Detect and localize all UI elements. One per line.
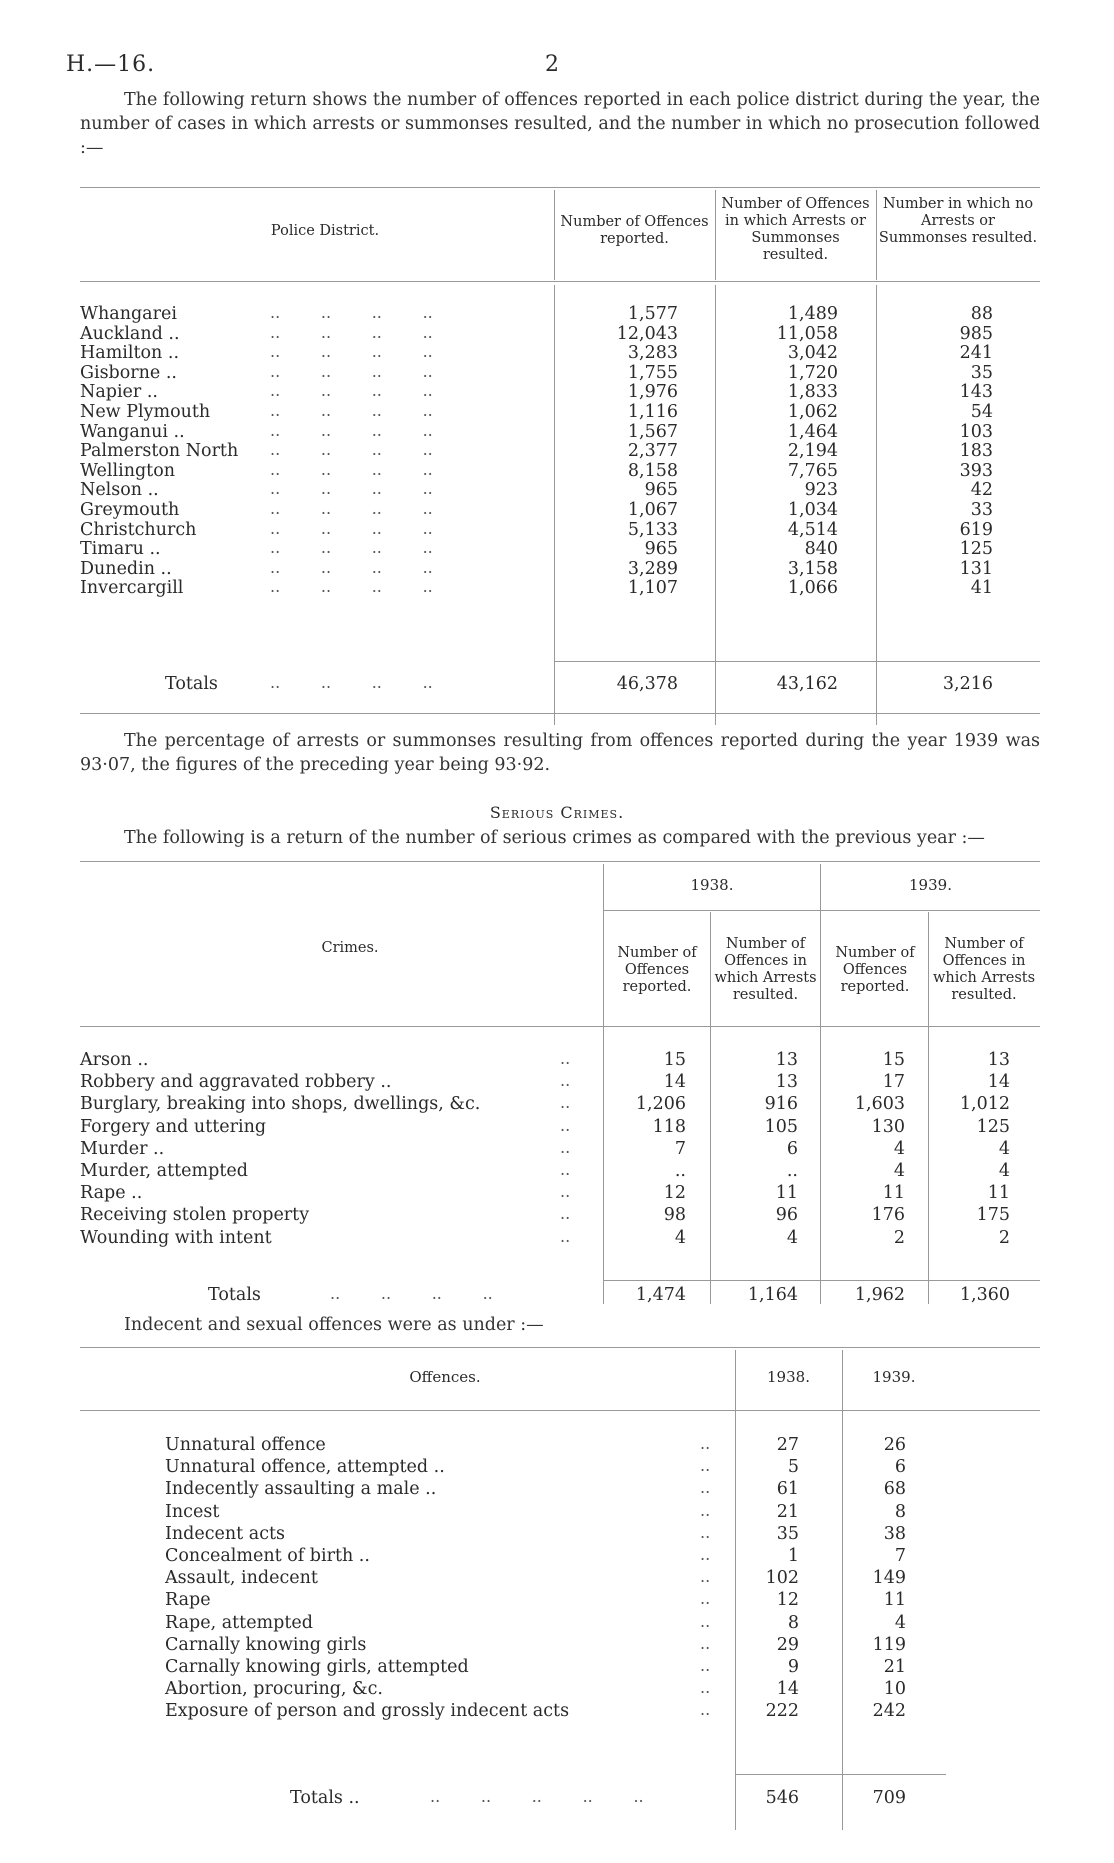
arrests-1939: 4 — [998, 1161, 1010, 1181]
offences-reported: 1,067 — [627, 500, 678, 520]
crime-name: Arson .. — [80, 1050, 149, 1070]
offence-name: Incest — [165, 1501, 220, 1522]
serious-totals-1938-arrests: 1,164 — [747, 1285, 798, 1305]
header-offences-reported: Number of Offences reported. — [560, 214, 709, 247]
serious-totals-leaders: .. .. .. .. — [330, 1284, 493, 1303]
reported-1939: 4 — [893, 1138, 905, 1159]
district-name: Palmerston North — [80, 441, 239, 462]
offence-name: Indecent acts — [165, 1523, 286, 1544]
arrests-resulted: 1,833 — [787, 382, 838, 403]
count-1938: 102 — [765, 1568, 799, 1589]
count-1938: 21 — [776, 1501, 799, 1522]
no-arrests: 88 — [970, 304, 993, 324]
dot-leaders: .. — [700, 1589, 711, 1609]
arrests-resulted: 1,062 — [787, 402, 838, 422]
count-1939: 11 — [883, 1590, 906, 1611]
offence-name: Rape — [165, 1590, 211, 1611]
dot-leaders: .. .. .. .. — [270, 479, 433, 499]
crime-name: Wounding with intent — [80, 1227, 272, 1248]
no-arrests: 393 — [959, 460, 993, 481]
indecent-totals-label: Totals .. — [290, 1788, 360, 1808]
percentage-paragraph — [80, 729, 1040, 777]
offences-reported: 1,107 — [627, 578, 678, 599]
arrests-1939: 14 — [987, 1072, 1010, 1093]
offences-reported: 5,133 — [627, 519, 678, 540]
indecent-totals-leaders: .. .. .. .. .. — [430, 1787, 644, 1806]
dot-leaders: .. .. .. .. — [270, 538, 433, 558]
no-arrests: 985 — [959, 323, 993, 344]
dot-leaders: .. — [700, 1522, 711, 1542]
dot-leaders: .. — [560, 1226, 571, 1246]
district-name: Christchurch — [80, 519, 197, 540]
arrests-resulted: 923 — [804, 480, 838, 501]
crime-name: Rape .. — [80, 1183, 143, 1204]
arrests-1939: 11 — [987, 1183, 1010, 1204]
dot-leaders: .. .. .. .. — [270, 342, 433, 362]
offence-name: Carnally knowing girls, attempted — [165, 1657, 469, 1677]
count-1939: 26 — [883, 1435, 906, 1455]
header-1938-arrests: Number of Offences in which Arrests resulted. — [714, 936, 817, 1003]
count-1938: 5 — [787, 1457, 799, 1478]
indecent-intro-text: Indecent and sexual offences were as under :— — [124, 1315, 544, 1335]
serious-year-1939: 1939. — [909, 876, 952, 894]
arrests-1939: 125 — [976, 1116, 1010, 1137]
arrests-1938: 6 — [786, 1138, 798, 1159]
offences-reported: 12,043 — [616, 323, 678, 344]
arrests-resulted: 1,066 — [787, 578, 838, 599]
count-1938: 14 — [776, 1679, 799, 1700]
arrests-resulted: 7,765 — [787, 460, 838, 481]
reported-1938: 118 — [652, 1116, 686, 1137]
count-1938: 9 — [787, 1657, 799, 1677]
offences-reported: 1,116 — [627, 402, 678, 422]
arrests-resulted: 3,042 — [787, 343, 838, 364]
no-arrests: 241 — [959, 343, 993, 364]
arrests-1939: 2 — [998, 1227, 1010, 1248]
arrests-resulted: 1,034 — [787, 500, 838, 520]
arrests-1938: 13 — [775, 1050, 798, 1070]
dot-leaders: .. — [700, 1678, 711, 1698]
arrests-1938: 13 — [775, 1072, 798, 1093]
offences-reported: 1,976 — [627, 382, 678, 403]
header-offences: Offences. — [409, 1368, 481, 1386]
table1-totals-reported: 46,378 — [616, 674, 678, 694]
count-1939: 10 — [883, 1679, 906, 1700]
dot-leaders: .. .. .. .. — [270, 361, 433, 381]
table1-totals-leaders: .. .. .. .. — [270, 673, 433, 692]
serious-crimes-intro-text: The following is a return of the number of serious crimes as compared with the previous year :— — [124, 828, 985, 848]
offences-reported: 3,289 — [627, 558, 678, 579]
dot-leaders: .. — [700, 1633, 711, 1653]
offence-name: Indecently assaulting a male .. — [165, 1479, 437, 1500]
arrests-1939: 13 — [987, 1050, 1010, 1070]
header-police-district: Police District. — [270, 223, 380, 239]
dot-leaders: .. .. .. .. — [270, 557, 433, 577]
district-name: Napier .. — [80, 382, 158, 403]
dot-leaders: .. .. .. .. — [270, 381, 433, 401]
offence-name: Abortion, procuring, &c. — [165, 1679, 383, 1700]
reported-1939: 2 — [893, 1227, 905, 1248]
offence-name: Concealment of birth .. — [165, 1546, 370, 1566]
document-reference: H.—16. — [66, 52, 156, 77]
offences-reported: 3,283 — [627, 343, 678, 364]
no-arrests: 619 — [959, 519, 993, 540]
reported-1939: 130 — [871, 1116, 905, 1137]
arrests-resulted: 2,194 — [787, 441, 838, 462]
offence-name: Carnally knowing girls — [165, 1634, 367, 1655]
reported-1939: 1,603 — [854, 1094, 905, 1115]
count-1938: 61 — [776, 1479, 799, 1500]
header-1939-arrests: Number of Offences in which Arrests resulted. — [932, 936, 1036, 1003]
arrests-resulted: 1,720 — [787, 362, 838, 383]
district-name: Auckland .. — [80, 323, 180, 344]
arrests-1938: 4 — [786, 1227, 798, 1248]
offences-reported: 1,755 — [627, 362, 678, 383]
district-name: New Plymouth — [80, 402, 211, 422]
dot-leaders: .. — [560, 1182, 571, 1202]
arrests-1938: 11 — [775, 1183, 798, 1204]
table1-totals-label: Totals — [165, 674, 218, 694]
no-arrests: 183 — [959, 441, 993, 462]
dot-leaders: .. — [560, 1204, 571, 1224]
dot-leaders: .. — [560, 1049, 571, 1068]
offence-name: Exposure of person and grossly indecent acts — [165, 1701, 570, 1722]
no-arrests: 41 — [970, 578, 993, 599]
dot-leaders: .. .. .. .. — [270, 577, 433, 597]
serious-totals-1938-reported: 1,474 — [635, 1285, 686, 1305]
dot-leaders: .. — [560, 1115, 571, 1135]
count-1938: 8 — [787, 1612, 799, 1633]
serious-crimes-intro — [80, 826, 1040, 850]
count-1939: 21 — [883, 1657, 906, 1677]
arrests-1938: 916 — [764, 1094, 798, 1115]
indecent-totals-1939: 709 — [872, 1788, 906, 1808]
count-1938: 1 — [787, 1546, 799, 1566]
dot-leaders: .. .. .. .. — [270, 459, 433, 479]
offences-reported: 1,567 — [627, 421, 678, 442]
crime-name: Murder .. — [80, 1138, 165, 1159]
serious-totals-1939-arrests: 1,360 — [959, 1285, 1010, 1305]
dot-leaders: .. .. .. .. — [270, 420, 433, 440]
count-1939: 119 — [872, 1634, 906, 1655]
dot-leaders: .. — [700, 1567, 711, 1587]
indecent-intro — [80, 1313, 1040, 1337]
dot-leaders: .. — [700, 1700, 711, 1720]
crime-name: Forgery and uttering — [80, 1116, 267, 1137]
offence-name: Unnatural offence, attempted .. — [165, 1457, 445, 1478]
dot-leaders: .. — [700, 1456, 711, 1476]
reported-1938: 4 — [674, 1227, 686, 1248]
dot-leaders: .. .. .. .. — [270, 518, 433, 538]
table1-totals-arrests: 43,162 — [776, 674, 838, 694]
count-1939: 8 — [894, 1501, 906, 1522]
no-arrests: 54 — [970, 402, 993, 422]
intro-paragraph — [80, 88, 1040, 160]
dot-leaders: .. .. .. .. — [270, 499, 433, 518]
dot-leaders: .. — [700, 1434, 711, 1453]
count-1938: 35 — [776, 1523, 799, 1544]
offences-reported: 1,577 — [627, 304, 678, 324]
header-crimes: Crimes. — [321, 940, 379, 956]
offences-reported: 8,158 — [627, 460, 678, 481]
reported-1938: 7 — [674, 1138, 686, 1159]
header-1938-reported: Number of Offences reported. — [617, 945, 697, 995]
arrests-1939: 175 — [976, 1205, 1010, 1226]
district-name: Wellington — [80, 460, 176, 481]
district-name: Whangarei — [80, 304, 177, 324]
dot-leaders: .. .. .. .. — [270, 401, 433, 420]
reported-1938: 12 — [663, 1183, 686, 1204]
reported-1938: .. — [674, 1161, 686, 1181]
district-name: Nelson .. — [80, 480, 159, 501]
no-arrests: 103 — [959, 421, 993, 442]
count-1938: 27 — [776, 1435, 799, 1455]
district-name: Greymouth — [80, 500, 180, 520]
indecent-year-1938: 1938. — [767, 1368, 810, 1386]
dot-leaders: .. .. .. .. — [270, 440, 433, 460]
reported-1938: 98 — [663, 1205, 686, 1226]
no-arrests: 42 — [970, 480, 993, 501]
dot-leaders: .. — [560, 1160, 571, 1179]
indecent-totals-1938: 546 — [765, 1788, 799, 1808]
no-arrests: 33 — [970, 500, 993, 520]
page-number: 2 — [545, 52, 559, 77]
no-arrests: 143 — [959, 382, 993, 403]
arrests-1939: 4 — [998, 1138, 1010, 1159]
no-arrests: 35 — [970, 362, 993, 383]
arrests-1938: 96 — [775, 1205, 798, 1226]
percentage-text: The percentage of arrests or summonses resulting from offences reported during the year 1939 was 93·07, the figures of the preceding year being 93·92. — [80, 731, 1040, 775]
arrests-resulted: 4,514 — [787, 519, 838, 540]
table1-totals-no-arrests: 3,216 — [942, 674, 993, 694]
header-1939-reported: Number of Offences reported. — [835, 945, 915, 995]
count-1939: 242 — [872, 1701, 906, 1722]
dot-leaders: .. .. .. .. — [270, 303, 433, 322]
header-arrests-resulted: Number of Offences in which Arrests or Summonses resulted. — [721, 196, 870, 263]
dot-leaders: .. — [560, 1137, 571, 1157]
count-1939: 6 — [894, 1457, 906, 1478]
header-no-arrests: Number in which no Arrests or Summonses resulted. — [878, 196, 1038, 246]
reported-1938: 14 — [663, 1072, 686, 1093]
serious-year-1938: 1938. — [690, 876, 734, 894]
count-1939: 38 — [883, 1523, 906, 1544]
arrests-resulted: 1,489 — [787, 304, 838, 324]
district-name: Wanganui .. — [80, 421, 185, 442]
district-name: Timaru .. — [80, 539, 161, 560]
dot-leaders: .. — [560, 1093, 571, 1113]
offence-name: Rape, attempted — [165, 1612, 313, 1633]
reported-1939: 15 — [882, 1050, 905, 1070]
reported-1939: 11 — [882, 1183, 905, 1204]
reported-1939: 4 — [893, 1161, 905, 1181]
crime-name: Robbery and aggravated robbery .. — [80, 1072, 392, 1093]
dot-leaders: .. — [700, 1500, 711, 1520]
reported-1938: 15 — [663, 1050, 686, 1070]
reported-1939: 17 — [882, 1072, 905, 1093]
reported-1938: 1,206 — [635, 1094, 686, 1115]
arrests-1939: 1,012 — [959, 1094, 1010, 1115]
arrests-resulted: 840 — [804, 539, 838, 560]
count-1939: 149 — [872, 1568, 906, 1589]
arrests-1938: 105 — [764, 1116, 798, 1137]
indecent-year-1939: 1939. — [872, 1368, 916, 1386]
intro-text: The following return shows the number of offences reported in each police district during the year, the number of cases in which arrests or summonses resulted, and the number in which no prosecution followed :— — [80, 90, 1040, 158]
arrests-resulted: 3,158 — [787, 558, 838, 579]
no-arrests: 131 — [959, 558, 993, 579]
offences-reported: 2,377 — [627, 441, 678, 462]
arrests-1938: .. — [786, 1161, 798, 1181]
offence-name: Unnatural offence — [165, 1435, 326, 1455]
crime-name: Burglary, breaking into shops, dwellings, &c. — [80, 1094, 481, 1115]
serious-totals-1939-reported: 1,962 — [854, 1285, 905, 1305]
dot-leaders: .. — [700, 1478, 711, 1498]
count-1938: 12 — [776, 1590, 799, 1611]
count-1939: 7 — [894, 1546, 906, 1566]
count-1939: 68 — [883, 1479, 906, 1500]
crime-name: Murder, attempted — [80, 1161, 248, 1181]
count-1938: 29 — [776, 1634, 799, 1655]
dot-leaders: .. — [560, 1071, 571, 1091]
dot-leaders: .. — [700, 1611, 711, 1631]
count-1938: 222 — [765, 1701, 799, 1722]
offences-reported: 965 — [644, 480, 678, 501]
crime-name: Receiving stolen property — [80, 1205, 310, 1226]
offence-name: Assault, indecent — [165, 1568, 318, 1589]
reported-1939: 176 — [871, 1205, 905, 1226]
serious-crimes-caption: Serious Crimes. — [489, 803, 625, 822]
dot-leaders: .. — [700, 1545, 711, 1564]
district-name: Gisborne .. — [80, 362, 177, 383]
count-1939: 4 — [894, 1612, 906, 1633]
serious-totals-label: Totals — [208, 1285, 261, 1305]
offences-reported: 965 — [644, 539, 678, 560]
dot-leaders: .. .. .. .. — [270, 322, 433, 342]
district-name: Hamilton .. — [80, 343, 180, 364]
arrests-resulted: 1,464 — [787, 421, 838, 442]
dot-leaders: .. — [700, 1656, 711, 1675]
no-arrests: 125 — [959, 539, 993, 560]
arrests-resulted: 11,058 — [776, 323, 838, 344]
district-name: Dunedin .. — [80, 558, 172, 579]
district-name: Invercargill — [80, 578, 184, 599]
